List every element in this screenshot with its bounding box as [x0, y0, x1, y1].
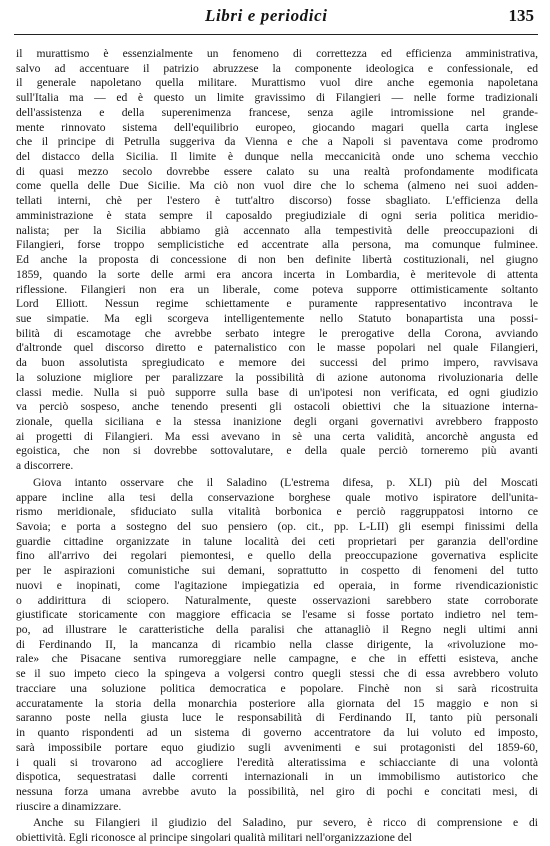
- text-line: fino all'arrivo dei regolari piemontesi, e quello della preoccupazione governativa esplicite: [16, 549, 538, 563]
- text-line: amministrazione è stata sempre il caposaldo pregiudiziale di ogni seria politica meridio-: [16, 208, 538, 222]
- running-title: Libri e periodici: [205, 6, 328, 25]
- text-line: in quanto rispondenti ad un sistema di governo accentratore da lui voluto ed imposto,: [16, 726, 538, 740]
- text-line: dispotica, sequestratasi dalle correnti internazionali in un immobilismo autistorico che: [16, 770, 538, 784]
- text-line: riuscire a dinamizzare.: [16, 799, 122, 813]
- text-line: obiettività. Egli riconosce al principe singolari qualità militari nell'organizzazione del: [16, 831, 412, 845]
- text-line: Filangieri, forse troppo semplicistiche ed accentrate alla persona, ma comunque fulminee.: [16, 238, 538, 252]
- text-line: tracciare una soluzione politica democratica e popolare. Finchè non si sarà ricostruita: [16, 681, 538, 695]
- text-line: giustificate storicamente con maggiore efficacia se l'esame si fosse portato indietro nel tem-: [16, 608, 538, 622]
- text-line: ai progetti di Filangieri. Ma essi avevano in sè una certa validità, ancorchè angusta ed: [16, 429, 538, 443]
- text-line: il generale napoletano quella militare. Murattismo vuol dire anche egemonia napoletana: [16, 76, 538, 90]
- paragraph: [16, 476, 538, 815]
- body-text: [16, 47, 538, 846]
- text-line: nessuna forza umana avrebbe avuto la possibilità, nel giro di pochi e concitati mesi, di: [16, 784, 538, 798]
- text-line: tellati interni, chè per l'estero è tutt'altro discorso) fosse sbagliato. L'efficienza della: [16, 194, 538, 208]
- text-line: d'altronde quel discorso diretto e paternalistico con le masse popolari nel quale Filangieri,: [16, 341, 538, 355]
- text-line: appare incline alla tesi della conservazione borghese quale motivo ispiratore dell'unita-: [16, 490, 538, 504]
- text-line: zionale, quella siciliana e la stessa inanizione degli organi governativi avrebbero frapposto: [16, 414, 538, 428]
- text-line: Giova intanto osservare che il Saladino (L'estrema difesa, p. XLI) più del Moscati: [33, 475, 538, 489]
- text-line: salvo ad accentuare il patrizio abruzzese la componente ideologica e confessionale, ed: [16, 61, 538, 75]
- text-line: da buon assolutista spregiudicato e memore dei successi del primo impero, ravvisava: [16, 356, 538, 370]
- text-line: nuovi e inopinati, come l'agitazione impiegatizia ed operaia, in forme rivendicazionistic: [16, 578, 538, 592]
- text-line: accuratamente la storia della monarchia posteriore alla giornata del 15 maggio e non si: [16, 696, 538, 710]
- text-line: a discorrere.: [16, 459, 74, 473]
- text-line: di quasi mezzo secolo dovrebbe essere calato su una realtà profondamente modificata: [16, 164, 538, 178]
- text-line: dell'assistenza e della superenimenza francese, senza agile intromissione nel grande-: [16, 105, 538, 119]
- text-line: bilità di escamotage che avrebbe serbato integre le prerogative della Corona, avviando: [16, 326, 538, 340]
- text-line: Anche su Filangieri il giudizio del Saladino, pur severo, è ricco di comprensione e di: [33, 816, 538, 830]
- text-line: il murattismo è essenzialmente un fenomeno di correttezza ed efficienza amministrativa,: [16, 47, 538, 60]
- text-line: per le aspirazioni comunistiche sui demani, soprattutto in cospetto di fenomeni del tutto: [16, 564, 538, 578]
- text-line: rismo meridionale, sfiduciato sulla vitalità borbonica e perciò raggruppatosi intorno ce: [16, 505, 538, 519]
- paragraph: [16, 816, 538, 845]
- text-line: Lord Elliott. Nessun regime schiettamente e puramente rappresentativo incontrava le: [16, 297, 538, 311]
- text-line: mente rinnovato sistema dell'equilibrio europeo, giocando magari quella carta inglese: [16, 120, 538, 134]
- text-line: 1859, quando la sorte delle armi era ancora incerta in Lombardia, è meritevole di attenta: [16, 267, 538, 281]
- text-line: classi medie. Nulla si può supporre sulla base di un'ipotesi non verificata, ed ogni giudizio: [16, 385, 538, 399]
- text-line: come quella delle Due Sicilie. Ma ciò non vuol dire che lo schema (almeno nei suoi adden-: [16, 179, 538, 193]
- text-line: o addirittura di sciopero. Naturalmente, queste osservazioni sarebbero state corroborate: [16, 593, 538, 607]
- text-line: di Ferdinando II, la mancanza di ricambio nella classe dirigente, la «rivoluzione mo-: [16, 637, 538, 651]
- text-line: nalista; per la Sicilia abbiamo già accennato alla tempestività delle preoccupazioni di: [16, 223, 538, 237]
- text-line: egoistica, che non si dovrebbe sottovalutare, e della quale perciò torneremo più avanti: [16, 444, 538, 458]
- text-line: riflessione. Filangieri non era un liberale, come poteva supporre ottimisticamente soltanto: [16, 282, 538, 296]
- text-line: del distacco della Sicilia. Il limite è dunque nella meccanicità onde uno schema vecchio: [16, 150, 538, 164]
- text-line: che il principe di Petrulla suggeriva da Vienna e che a Napoli si paventava come prodromo: [16, 135, 538, 149]
- text-line: i quali si trovarono ad accogliere l'eredità alteratissima e schiacciante di una volontà: [16, 755, 538, 769]
- paragraph: [16, 47, 538, 474]
- text-line: po, ad illustrare le caratteristiche della paralisi che attanagliò il Regno negli ultimi anni: [16, 623, 538, 637]
- text-line: sull'Italia ma — ed è questo un limite gravissimo di Filangieri — nelle forme tradizionali: [16, 91, 538, 105]
- text-line: se il suo impeto cieco la spingeva a volgersi contro quegli stessi che di essa avrebbero voluto: [16, 667, 538, 681]
- text-line: sue simpatie. Ma egli scorgeva intelligentemente nello Statuto bonapartista una possi-: [16, 311, 538, 325]
- text-line: sarà impossibile portare equo giudizio sugli avvenimenti e sui protagonisti del 1859-60,: [16, 740, 538, 754]
- text-line: Savoia; e porta a sostegno del suo pensiero (op. cit., pp. L-LII) gli esempi finissimi della: [16, 520, 538, 533]
- text-line: saranno poste nella giusta luce le responsabilità di Ferdinando II, tanto più personali: [16, 711, 538, 725]
- header-rule: [14, 34, 538, 35]
- text-line: rale» che Pisacane sentiva rumoreggiare nelle campagne, e che in effetti esisteva, anche: [16, 652, 538, 666]
- text-line: va perciò sospeso, anche tenendo presenti gli ostacoli obiettivi che la situazione interna-: [16, 400, 538, 414]
- text-line: Ed anche la proposta di concessione di non ben definite libertà costituzionali, nel giugno: [16, 253, 538, 267]
- page-number: 135: [508, 6, 534, 25]
- text-line: guardie cittadine organizzate in talune località dei ceti proprietari per garanzia dell'ordine: [16, 534, 538, 548]
- text-line: la soluzione migliore per paralizzare la possibilità di azione autonoma rivoluzionaria delle: [16, 370, 538, 384]
- page-header: [0, 0, 550, 40]
